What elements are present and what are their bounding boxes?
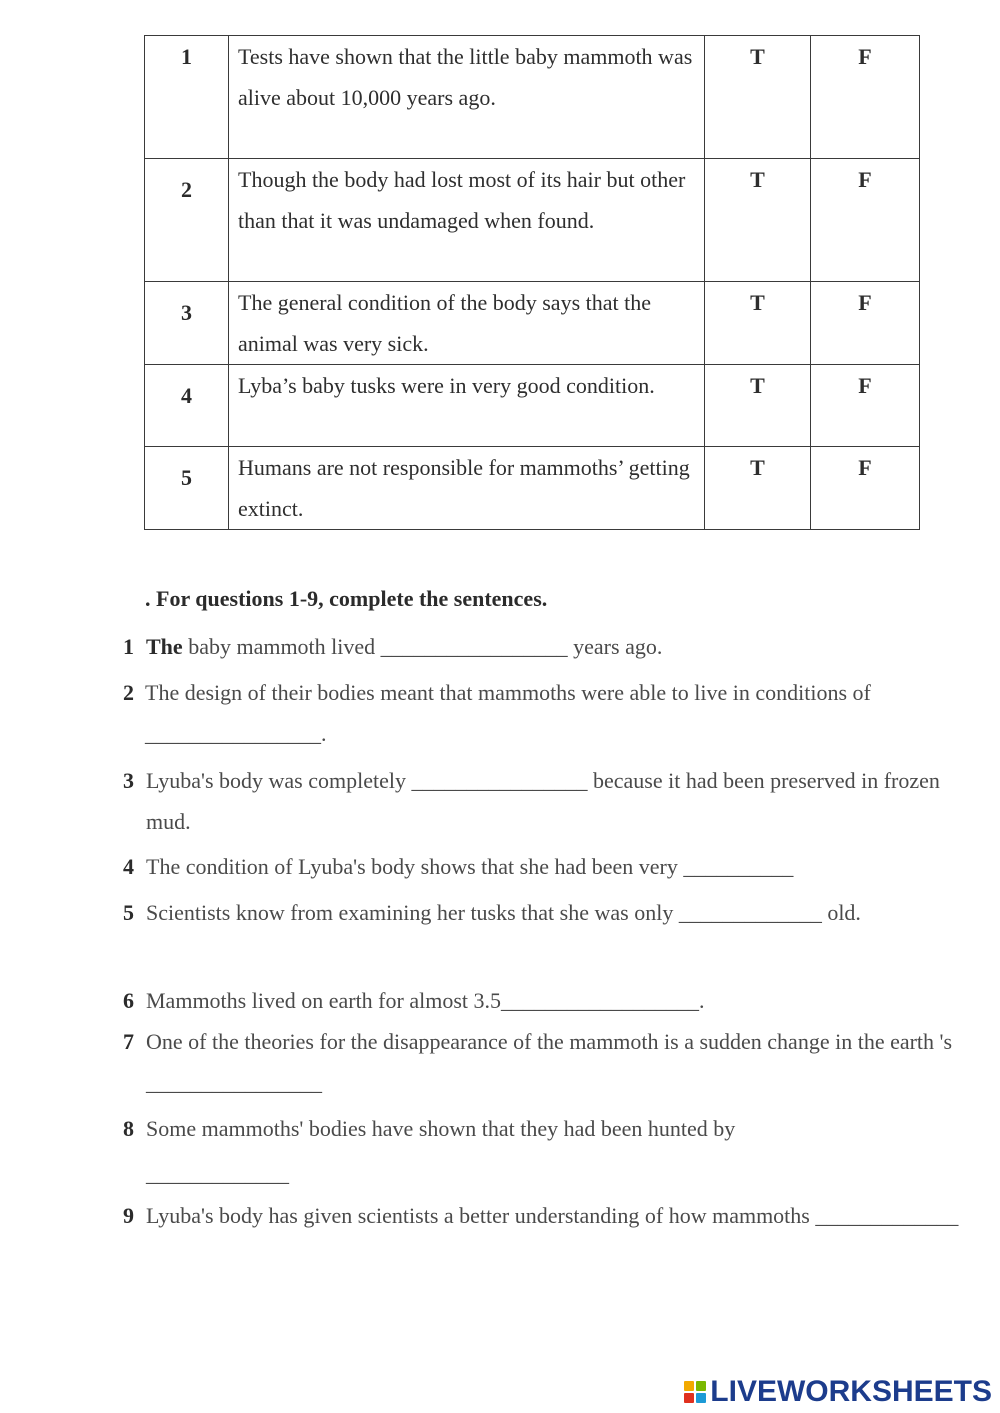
false-option[interactable]: F: [811, 365, 920, 447]
question-number: 1: [123, 634, 134, 659]
question-text: One of the theories for the disappearance of the mammoth is a sudden change in the earth 's ________________: [146, 1029, 953, 1095]
question-7: [123, 1021, 963, 1103]
question-5: [123, 892, 963, 933]
table-row: [145, 365, 920, 447]
question-body: baby mammoth lived _________________ years ago.: [182, 634, 663, 659]
question-lead: The: [146, 634, 183, 659]
question-text: Mammoths lived on earth for almost 3.5__________________.: [146, 988, 705, 1013]
table-row: [145, 36, 920, 159]
logo-square-3: [684, 1393, 694, 1403]
true-option[interactable]: T: [705, 447, 811, 530]
row-number: 2: [145, 159, 229, 282]
question-number: 4: [123, 854, 134, 879]
question-4: [123, 846, 963, 887]
logo-square-4: [696, 1393, 706, 1403]
liveworksheets-logo: [684, 1377, 992, 1407]
true-option[interactable]: T: [705, 282, 811, 365]
question-number: 7: [123, 1029, 134, 1054]
logo-text: LIVEWORKSHEETS: [710, 1375, 992, 1408]
question-text: The condition of Lyuba's body shows that she had been very __________: [146, 854, 794, 879]
true-option[interactable]: T: [705, 36, 811, 159]
question-text: [146, 626, 963, 667]
statement-text: Humans are not responsible for mammoths’ getting extinct.: [229, 447, 705, 530]
question-text: The design of their bodies meant that mammoths were able to live in conditions of ________________.: [145, 680, 871, 746]
question-8: [123, 1108, 963, 1194]
question-9: [123, 1195, 963, 1236]
question-1: [123, 626, 963, 667]
statement-text: Lyba’s baby tusks were in very good condition.: [229, 365, 705, 447]
false-option[interactable]: F: [811, 159, 920, 282]
question-6: [123, 980, 963, 1021]
question-number: 8: [123, 1116, 134, 1141]
question-text: Lyuba's body has given scientists a better understanding of how mammoths _____________: [146, 1203, 959, 1228]
row-number: 5: [145, 447, 229, 530]
section-title: . For questions 1-9, complete the sentences.: [145, 586, 548, 611]
question-number: 2: [123, 680, 134, 705]
row-number: 4: [145, 365, 229, 447]
answer-blank[interactable]: _____________: [146, 1161, 289, 1186]
false-option[interactable]: F: [811, 36, 920, 159]
logo-square-1: [684, 1381, 694, 1391]
question-3: [123, 760, 963, 842]
logo-square-2: [696, 1381, 706, 1391]
statement-text: Tests have shown that the little baby mammoth was alive about 10,000 years ago.: [229, 36, 705, 159]
question-number: 9: [123, 1203, 134, 1228]
table-row: [145, 282, 920, 365]
true-option[interactable]: T: [705, 159, 811, 282]
question-text: Lyuba's body was completely ________________ because it had been preserved in frozen mud.: [146, 768, 940, 834]
statement-text: The general condition of the body says that the animal was very sick.: [229, 282, 705, 365]
true-option[interactable]: T: [705, 365, 811, 447]
question-number: 3: [123, 768, 134, 793]
question-number: 5: [123, 900, 134, 925]
table-row: [145, 447, 920, 530]
question-text: Some mammoths' bodies have shown that they had been hunted by: [146, 1116, 736, 1141]
row-number: 3: [145, 282, 229, 365]
row-number: 1: [145, 36, 229, 159]
true-false-table: [144, 35, 920, 530]
question-number: 6: [123, 988, 134, 1013]
false-option[interactable]: F: [811, 282, 920, 365]
false-option[interactable]: F: [811, 447, 920, 530]
question-text: Scientists know from examining her tusks that she was only _____________ old.: [146, 900, 861, 925]
question-2: [123, 672, 963, 754]
table-row: [145, 159, 920, 282]
logo-icon: [684, 1381, 706, 1403]
statement-text: Though the body had lost most of its hair but other than that it was undamaged when found.: [229, 159, 705, 282]
